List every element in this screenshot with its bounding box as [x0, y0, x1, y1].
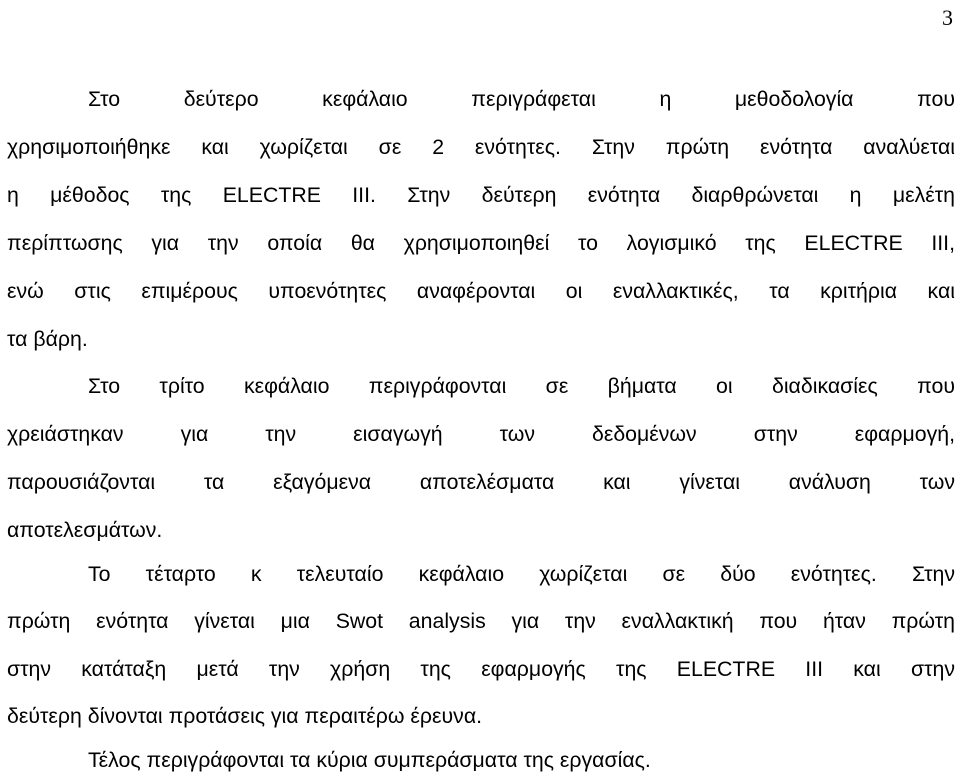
paragraph-line: Τέλος περιγράφονται τα κύρια συμπεράσματα της εργασίας.	[88, 748, 651, 772]
paragraph-line: δεύτερη δίνονται προτάσεις για περαιτέρω έρευνα.	[7, 704, 483, 728]
paragraph-line: ενώ στις επιμέρους υποενότητες αναφέρονται οι εναλλακτικές, τα κριτήρια και	[7, 279, 955, 303]
paragraph-line: Στο δεύτερο κεφάλαιο περιγράφεται η μεθοδολογία που	[88, 87, 955, 111]
page-number: 3	[942, 5, 953, 30]
paragraph-line: στην κατάταξη μετά την χρήση της εφαρμογής της ELECTRE III και στην	[7, 657, 955, 681]
paragraph-line: χρειάστηκαν για την εισαγωγή των δεδομένων στην εφαρμογή,	[7, 422, 955, 446]
paragraph-line: πρώτη ενότητα γίνεται μια Swot analysis για την εναλλακτική που ήταν πρώτη	[7, 609, 955, 633]
paragraph-line: αποτελεσμάτων.	[7, 518, 163, 542]
paragraph-line: Στο τρίτο κεφάλαιο περιγράφονται σε βήματα οι διαδικασίες που	[88, 374, 955, 398]
paragraph-line: τα βάρη.	[7, 327, 88, 351]
paragraph-line: Το τέταρτο κ τελευταίο κεφάλαιο χωρίζεται σε δύο ενότητες. Στην	[88, 562, 955, 586]
paragraph-line: παρουσιάζονται τα εξαγόμενα αποτελέσματα και γίνεται ανάλυση των	[7, 470, 955, 494]
paragraph-line: η μέθοδος της ELECTRE III. Στην δεύτερη ενότητα διαρθρώνεται η μελέτη	[7, 183, 955, 207]
paragraph-line: χρησιμοποιήθηκε και χωρίζεται σε 2 ενότητες. Στην πρώτη ενότητα αναλύεται	[7, 135, 955, 159]
paragraph-line: περίπτωσης για την οποία θα χρησιμοποιηθεί το λογισμικό της ELECTRE III,	[7, 231, 955, 255]
